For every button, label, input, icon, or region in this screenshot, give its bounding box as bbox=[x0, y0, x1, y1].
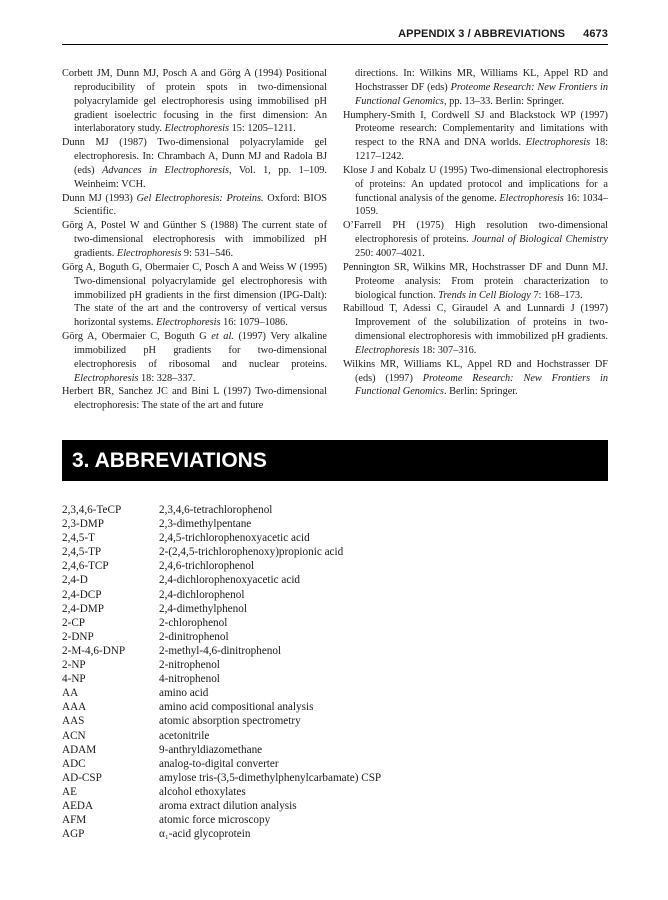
abbreviation-definition: aroma extract dilution analysis bbox=[159, 799, 297, 812]
reference-entry bbox=[343, 109, 608, 164]
abbreviation-term: AD-CSP bbox=[62, 771, 102, 784]
abbreviation-definition: 2-chlorophenol bbox=[159, 616, 228, 629]
reference-text: 250: 4007–4021. bbox=[355, 247, 425, 259]
reference-text: Görg A, Postel W and Günther S (1988) The current state of two-dimensional electrophoresis with immobilized pH gradients. bbox=[62, 220, 327, 259]
abbreviation-term: AEDA bbox=[62, 799, 94, 812]
abbreviation-row bbox=[62, 714, 608, 728]
reference-text: O’Farrell PH (1975) High resolution two-dimensional electrophoresis of proteins. bbox=[343, 220, 608, 246]
abbreviation-term: AE bbox=[62, 785, 77, 798]
abbreviations-list bbox=[62, 503, 608, 841]
abbreviation-definition: atomic force microscopy bbox=[159, 814, 271, 827]
reference-italic: et al. bbox=[211, 331, 234, 343]
abbreviation-row bbox=[62, 602, 608, 616]
reference-entry bbox=[62, 192, 327, 220]
reference-italic: Electrophoresis bbox=[499, 192, 564, 204]
abbreviation-term: 4-NP bbox=[62, 673, 86, 686]
running-header-title: APPENDIX 3 / ABBREVIATIONS bbox=[398, 28, 566, 40]
abbreviation-term: 2,4-DCP bbox=[62, 588, 102, 601]
reference-entry bbox=[343, 219, 608, 261]
reference-entry bbox=[343, 302, 608, 357]
abbreviation-definition: 2-dinitrophenol bbox=[159, 630, 229, 643]
reference-text: . Berlin: Springer. bbox=[443, 386, 518, 398]
reference-text: Wilkins MR, Williams KL, Appel RD and Hochstrasser DF (eds) (1997) bbox=[343, 358, 608, 384]
abbreviation-term: AAS bbox=[62, 715, 85, 728]
abbreviation-term: ADAM bbox=[62, 743, 97, 756]
reference-italic: Proteome Research: New Frontiers in Functional Genomics bbox=[355, 372, 609, 398]
abbreviation-term: AAA bbox=[62, 701, 87, 714]
abbreviation-definition: 2-nitrophenol bbox=[159, 659, 220, 672]
reference-text: Görg A, Boguth G, Obermaier C, Posch A and Weiss W (1995) Two-dimensional polyacrylamide gel electrophoresis with immobilized pH gradients in the first dimension (IPG-Dalt): The state of the art and the controversy of vertical versus horizontal systems. bbox=[62, 261, 327, 329]
abbreviation-term: 2,4,5-TP bbox=[62, 546, 102, 559]
abbreviation-row bbox=[62, 630, 608, 644]
reference-text: 7: 168–173. bbox=[530, 289, 583, 301]
reference-text: 18: 328–337. bbox=[138, 372, 196, 384]
abbreviation-row bbox=[62, 757, 608, 771]
abbreviation-row bbox=[62, 743, 608, 757]
abbreviation-row bbox=[62, 686, 608, 700]
reference-entry bbox=[343, 261, 608, 303]
reference-text: 18: 1217–1242. bbox=[355, 137, 609, 163]
abbreviation-row bbox=[62, 531, 608, 545]
abbreviation-definition: acetonitrile bbox=[159, 729, 210, 742]
reference-entry bbox=[62, 136, 327, 191]
abbreviation-term: ADC bbox=[62, 757, 86, 770]
section-heading-bar bbox=[62, 440, 608, 481]
abbreviation-row bbox=[62, 503, 608, 517]
reference-text: 16: 1034–1059. bbox=[355, 192, 608, 218]
abbreviation-definition: amylose tris-(3,5-dimethylphenylcarbamate) CSP bbox=[159, 771, 382, 784]
abbreviation-term: AGP bbox=[62, 828, 85, 841]
reference-text: 16: 1079–1086. bbox=[220, 317, 288, 329]
reference-entry bbox=[62, 219, 327, 261]
reference-text: , pp. 13–33. Berlin: Springer. bbox=[443, 95, 565, 107]
reference-text: (1997) Very alkaline immobilized pH gradients for two-dimensional electrophoresis of ribosomal and nuclear proteins. bbox=[74, 331, 327, 370]
reference-text: 18: 307–316. bbox=[419, 344, 477, 356]
abbreviation-term: 2,4-DMP bbox=[62, 602, 104, 615]
reference-italic: Electrophoresis bbox=[525, 137, 591, 149]
reference-text: 9: 531–546. bbox=[181, 247, 234, 259]
abbreviation-definition: 2,3,4,6-tetrachlorophenol bbox=[159, 504, 273, 516]
abbreviation-term: AA bbox=[62, 687, 79, 700]
abbreviation-definition: 2-methyl-4,6-dinitrophenol bbox=[159, 644, 282, 657]
reference-italic: Electrophoresis bbox=[116, 247, 182, 259]
abbreviation-definition: alcohol ethoxylates bbox=[159, 785, 246, 798]
abbreviation-definition: analog-to-digital converter bbox=[159, 757, 279, 770]
reference-italic: Proteome Research: New Frontiers in Functional Genomics bbox=[355, 81, 609, 107]
abbreviation-row bbox=[62, 700, 608, 714]
abbreviation-definition: 2-(2,4,5-trichlorophenoxy)propionic acid bbox=[159, 546, 344, 559]
abbreviation-term: 2-CP bbox=[62, 616, 86, 629]
abbreviation-term: AFM bbox=[62, 814, 87, 827]
abbreviation-row bbox=[62, 559, 608, 573]
reference-italic: Gel Electrophoresis: Proteins. bbox=[136, 192, 264, 204]
abbreviation-definition: 2,4-dimethylphenol bbox=[159, 602, 247, 615]
abbreviation-term: 2-DNP bbox=[62, 630, 94, 643]
abbreviation-definition: 2,4-dichlorophenoxyacetic acid bbox=[159, 574, 301, 587]
reference-italic: Electrophoresis bbox=[156, 317, 221, 329]
reference-entry bbox=[343, 164, 608, 219]
header-rule bbox=[62, 44, 608, 45]
abbreviation-row bbox=[62, 729, 608, 743]
reference-entry bbox=[343, 358, 608, 400]
abbreviation-term: 2-NP bbox=[62, 659, 86, 672]
abbreviation-row bbox=[62, 827, 608, 841]
abbreviation-definition: 2,4-dichlorophenol bbox=[159, 588, 245, 601]
abbreviation-definition: 2,3-dimethylpentane bbox=[159, 518, 252, 531]
reference-entry bbox=[62, 67, 327, 136]
reference-text: Rabilloud T, Adessi C, Giraudel A and Lunnardi J (1997) Improvement of the solubilization of proteins in two-dimensional electrophoresis with immobilized pH gradients. bbox=[343, 303, 608, 343]
reference-text: 15: 1205–1211. bbox=[229, 123, 296, 135]
abbreviation-term: 2-M-4,6-DNP bbox=[62, 644, 126, 657]
abbreviation-definition: 4-nitrophenol bbox=[159, 673, 220, 686]
reference-italic: Electrophoresis bbox=[355, 344, 420, 356]
references-right-column bbox=[343, 67, 608, 399]
reference-text: , Vol. 1, pp. 1–109. Weinheim: VCH. bbox=[74, 164, 327, 190]
abbreviation-term: 2,4-D bbox=[62, 574, 88, 587]
abbreviation-definition: 2,4,5-trichlorophenoxyacetic acid bbox=[159, 532, 310, 545]
reference-italic: Trends in Cell Biology bbox=[438, 289, 531, 301]
reference-text: Corbett JM, Dunn MJ, Posch A and Görg A (1994) Positional reproducibility of protein spots in two-dimensional polyacrylamide gel electrophoresis using immobilised pH gradient isoelectric focusing in the first dimension: An interlaboratory study. bbox=[62, 68, 327, 135]
reference-entry bbox=[343, 67, 608, 109]
abbreviation-term: 2,3,4,6-TeCP bbox=[62, 504, 122, 516]
reference-text: Humphery-Smith I, Cordwell SJ and Blackstock WP (1997) Proteome research: Complementarity and limitations with respect to the RNA and DNA worlds. bbox=[343, 109, 608, 149]
reference-text: Dunn MJ (1987) Two-dimensional polyacrylamide gel electrophoresis. In: Chrambach A, Dunn MJ and Radola BJ (eds) bbox=[62, 137, 327, 176]
abbreviation-row bbox=[62, 616, 608, 630]
page-number: 4673 bbox=[583, 28, 608, 40]
running-header bbox=[398, 28, 608, 40]
reference-entry bbox=[62, 261, 327, 330]
abbreviation-row bbox=[62, 785, 608, 799]
abbreviation-row bbox=[62, 799, 608, 813]
abbreviation-row bbox=[62, 517, 608, 531]
reference-text: Klose J and Kobalz U (1995) Two-dimensional electrophoresis of proteins: An updated protocol and implications for a functional analysis of the genome. bbox=[343, 164, 608, 204]
abbreviation-row bbox=[62, 573, 608, 587]
reference-italic: Electrophoresis bbox=[164, 123, 230, 135]
reference-italic: Advances in Electrophoresis bbox=[102, 164, 229, 176]
abbreviation-definition: 2,4,6-trichlorophenol bbox=[159, 560, 255, 573]
reference-text: Görg A, Obermaier C, Boguth G bbox=[62, 331, 212, 343]
abbreviation-row bbox=[62, 672, 608, 686]
reference-text: directions. In: Wilkins MR, Williams KL, Appel RD and Hochstrasser DF (eds) bbox=[355, 68, 608, 93]
reference-text: Dunn MJ (1993) bbox=[62, 192, 137, 204]
reference-entry bbox=[62, 385, 327, 413]
abbreviation-row bbox=[62, 644, 608, 658]
abbreviation-row bbox=[62, 813, 608, 827]
abbreviation-row bbox=[62, 771, 608, 785]
reference-italic: Electrophoresis bbox=[74, 372, 139, 384]
abbreviation-term: 2,4,5-T bbox=[62, 532, 95, 545]
abbreviation-row bbox=[62, 658, 608, 672]
reference-entry bbox=[62, 330, 327, 385]
abbreviation-row bbox=[62, 545, 608, 559]
abbreviation-definition: 9-anthryldiazomethane bbox=[159, 743, 263, 756]
section-title: 3. ABBREVIATIONS bbox=[72, 449, 267, 472]
reference-text: Herbert BR, Sanchez JC and Bini L (1997) Two-dimensional electrophoresis: The state of the art and future bbox=[62, 386, 327, 412]
abbreviation-definition: α₁-acid glycoprotein bbox=[159, 828, 251, 841]
references-left-column bbox=[62, 67, 327, 413]
abbreviation-term: 2,3-DMP bbox=[62, 518, 104, 531]
reference-italic: Journal of Biological Chemistry bbox=[472, 234, 608, 246]
abbreviation-definition: amino acid bbox=[159, 687, 209, 700]
abbreviation-row bbox=[62, 588, 608, 602]
reference-text: Oxford: BIOS Scientific. bbox=[74, 192, 327, 218]
abbreviation-definition: atomic absorption spectrometry bbox=[159, 715, 301, 728]
abbreviation-term: 2,4,6-TCP bbox=[62, 560, 109, 573]
reference-text: Pennington SR, Wilkins MR, Hochstrasser DF and Dunn MJ. Proteome analysis: From protein characterization to biological function. bbox=[343, 261, 608, 301]
abbreviation-term: ACN bbox=[62, 729, 86, 742]
abbreviation-definition: amino acid compositional analysis bbox=[159, 701, 314, 714]
